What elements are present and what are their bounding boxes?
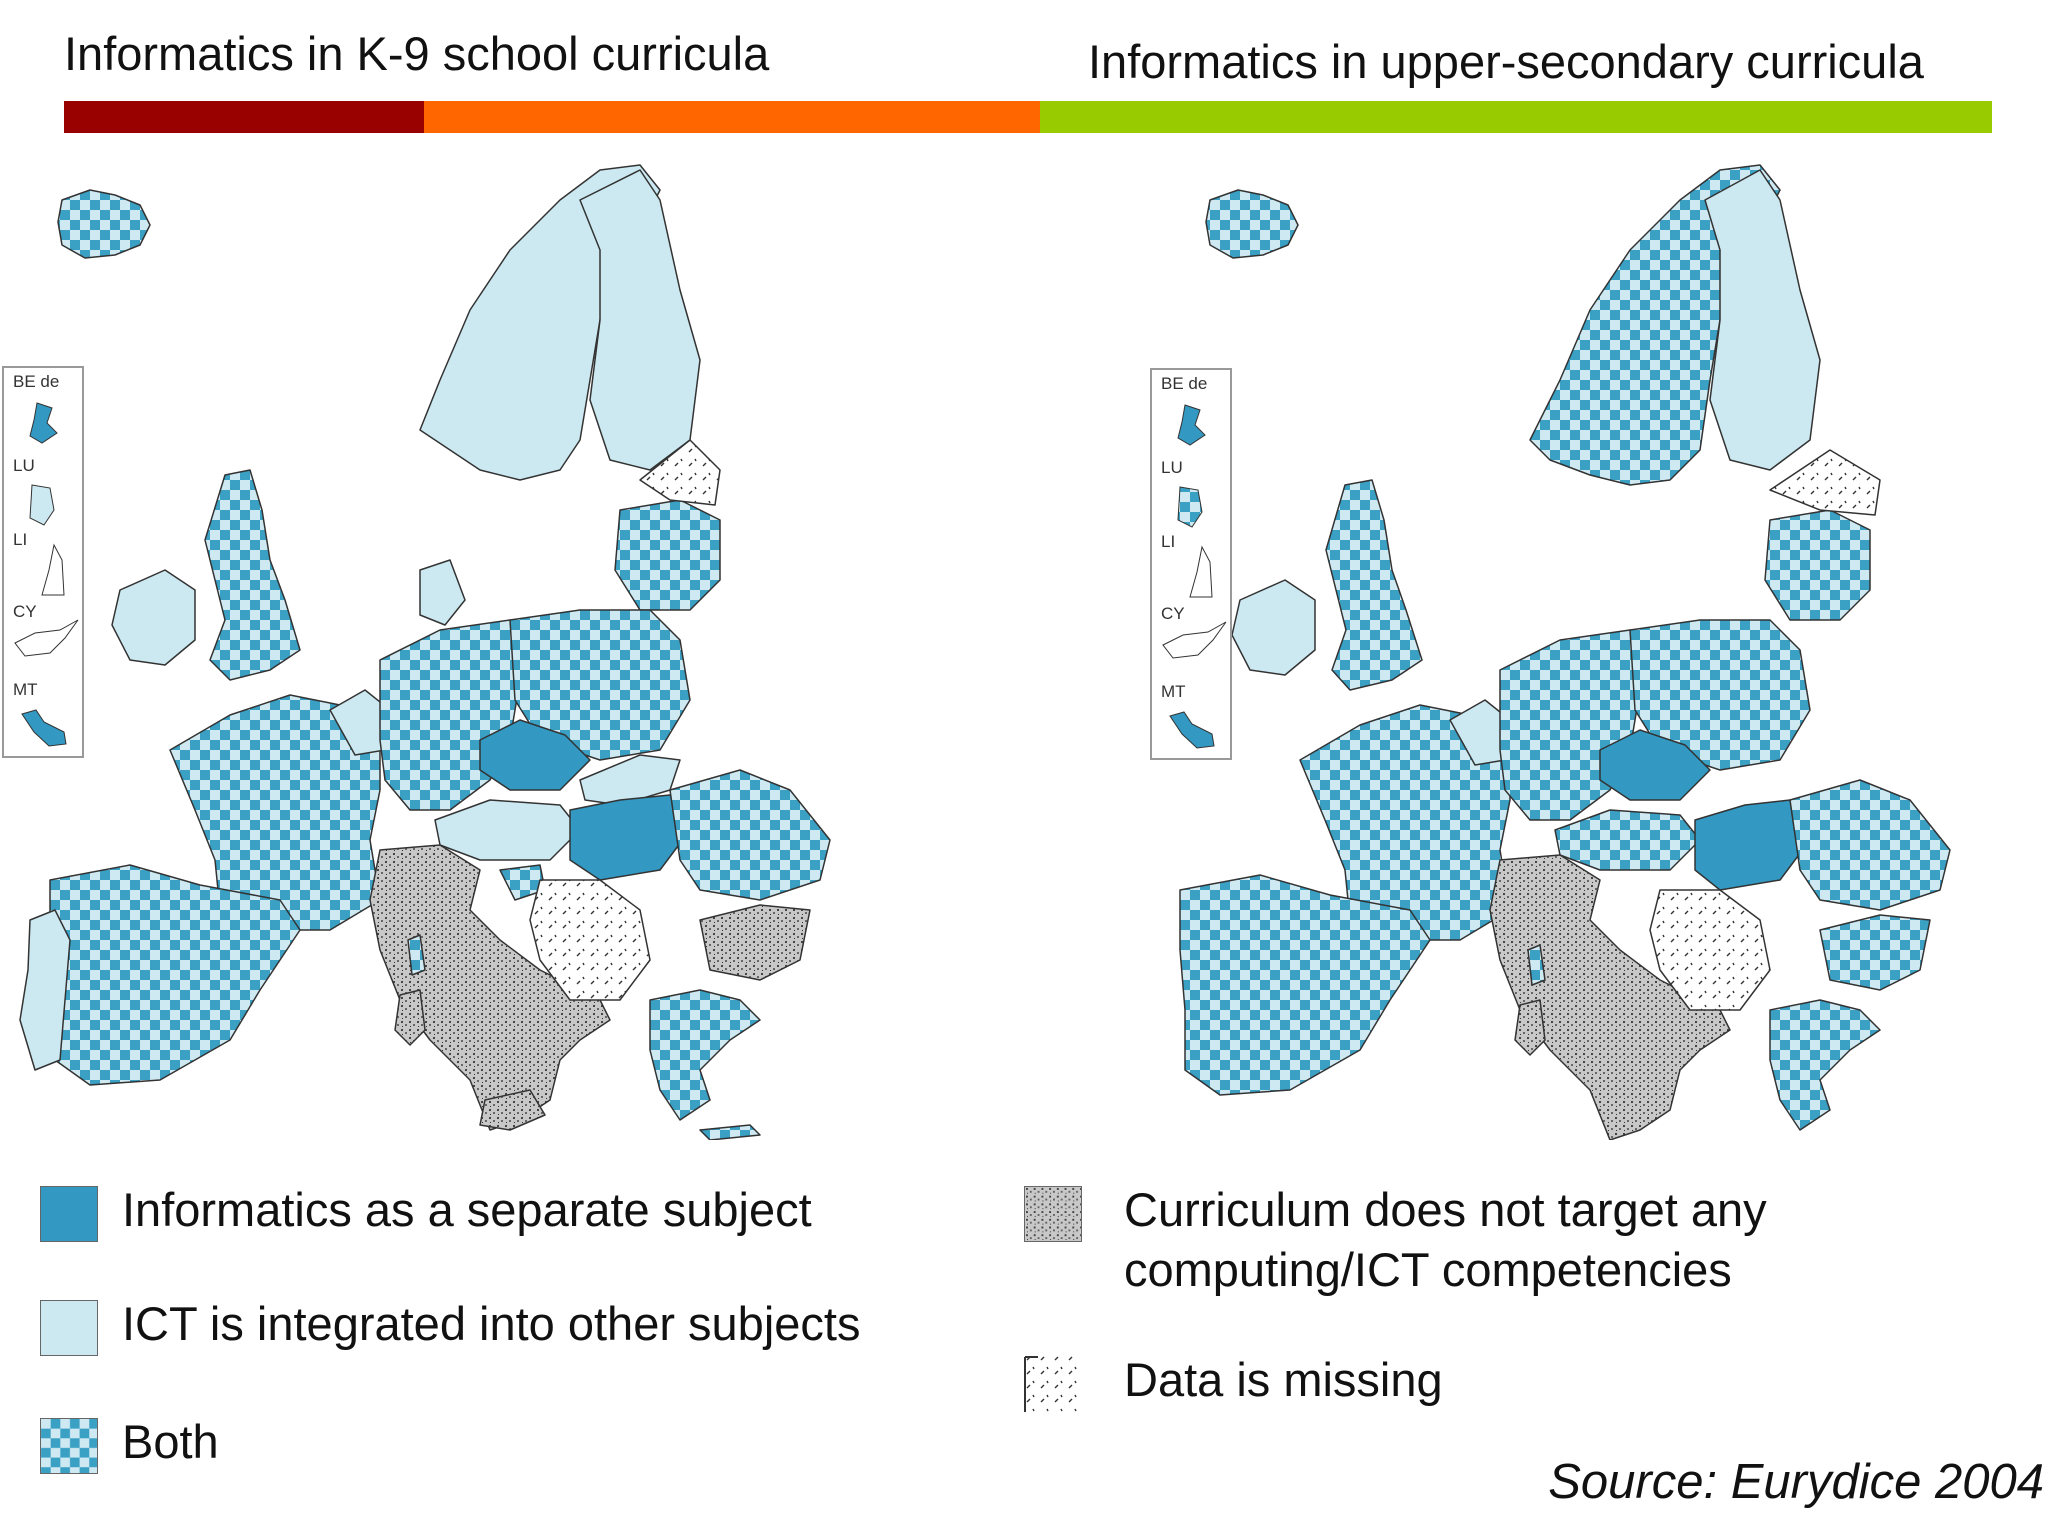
region-baltics	[1765, 510, 1870, 620]
region-iceland	[58, 190, 150, 258]
legend-item-separate	[40, 1183, 812, 1242]
color-bar-upper-secondary	[1040, 101, 1992, 133]
inset-shape-mt	[1170, 712, 1214, 748]
region-uk	[205, 470, 300, 680]
inset-panel-right	[1150, 368, 1232, 760]
region-russia-missing	[1770, 450, 1880, 515]
legend-swatch-integrated	[40, 1300, 98, 1356]
region-baltics	[615, 500, 720, 610]
legend-label-missing: Data is missing	[1124, 1353, 1443, 1406]
region-austria	[1555, 810, 1700, 870]
legend-label-separate: Informatics as a separate subject	[122, 1183, 812, 1236]
inset-label: MT	[1161, 682, 1186, 701]
inset-label: CY	[13, 602, 37, 621]
legend-label-no-target: Curriculum does not target any computing/ICT competencies	[1124, 1183, 1767, 1296]
source-citation: Source: Eurydice 2004	[1548, 1455, 2044, 1509]
inset-label: MT	[13, 680, 38, 699]
europe-map-upper-secondary	[1150, 140, 2030, 1140]
legend-item-no-target	[1024, 1183, 1904, 1300]
region-greece	[1770, 1000, 1880, 1130]
inset-shape-li	[1190, 547, 1212, 597]
region-finland	[1705, 170, 1820, 470]
inset-label: LI	[13, 530, 28, 549]
inset-label: LU	[1161, 458, 1183, 477]
map-title-k9: Informatics in K-9 school curricula	[64, 27, 770, 80]
color-bar-k9-early	[64, 101, 424, 133]
region-sardinia	[1515, 1000, 1545, 1055]
region-iberia	[1180, 875, 1430, 1095]
inset-panel-left	[2, 366, 84, 758]
region-iberia	[50, 865, 300, 1085]
inset-label: CY	[1161, 604, 1185, 623]
legend-swatch-missing	[1024, 1356, 1082, 1412]
region-crete	[700, 1125, 760, 1140]
region-ireland	[112, 570, 195, 665]
region-ireland	[1232, 580, 1315, 675]
legend-label-both: Both	[122, 1415, 219, 1468]
legend-label-integrated: ICT is integrated into other subjects	[122, 1297, 861, 1350]
inset-label: LU	[13, 456, 35, 475]
region-denmark	[420, 560, 465, 625]
map-title-upper-secondary: Informatics in upper-secondary curricula	[1088, 35, 1924, 88]
inset-shape-mt	[22, 710, 66, 746]
legend-swatch-both	[40, 1418, 98, 1474]
region-iceland	[1206, 190, 1298, 258]
region-greece	[650, 990, 760, 1120]
legend-item-missing	[1024, 1353, 1443, 1412]
region-bulgaria	[1820, 915, 1930, 990]
inset-shape-cy	[1163, 622, 1226, 658]
region-romania	[1790, 780, 1950, 910]
color-bar-k9-late	[424, 101, 1040, 133]
inset-shape-be-de	[1178, 405, 1205, 445]
inset-shape-be-de	[30, 403, 57, 443]
inset-shape-lu	[1178, 487, 1202, 527]
inset-shape-lu	[30, 485, 54, 525]
legend-item-both	[40, 1415, 219, 1474]
inset-label: LI	[1161, 532, 1176, 551]
inset-shape-li	[42, 545, 64, 595]
region-uk	[1326, 480, 1422, 690]
inset-label: BE de	[13, 372, 60, 391]
legend-swatch-no-target	[1024, 1186, 1082, 1242]
legend-item-integrated	[40, 1297, 861, 1356]
region-sardinia	[395, 990, 425, 1045]
inset-label: BE de	[1161, 374, 1208, 393]
region-romania	[670, 770, 830, 900]
inset-shape-cy	[15, 620, 78, 656]
legend-swatch-separate	[40, 1186, 98, 1242]
europe-map-k9	[0, 140, 900, 1140]
region-austria	[435, 800, 580, 860]
region-bulgaria	[700, 905, 810, 980]
